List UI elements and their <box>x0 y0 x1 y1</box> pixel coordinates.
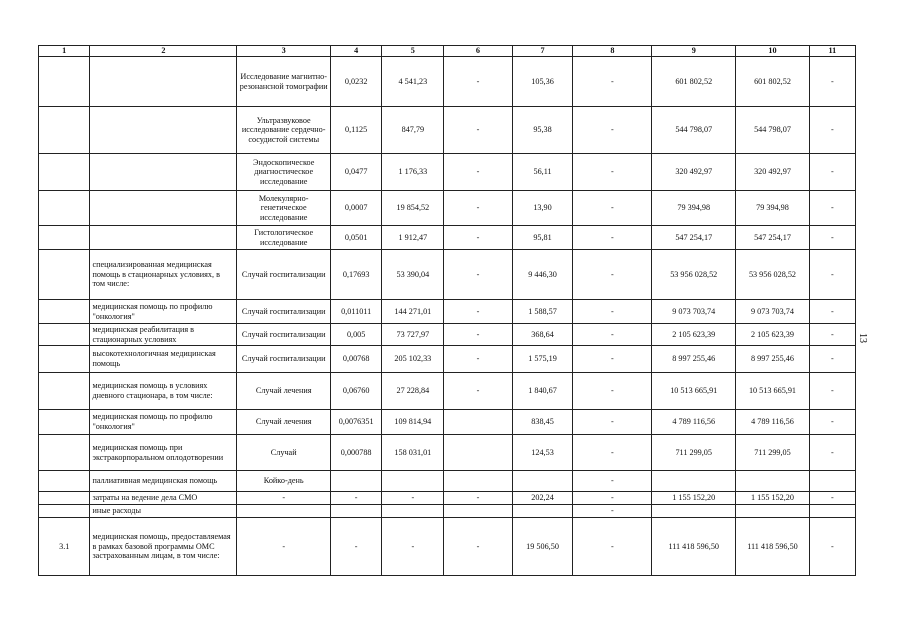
table-cell <box>382 471 444 492</box>
table-cell: 2 105 623,39 <box>736 324 810 346</box>
table-cell <box>90 57 237 107</box>
table-row <box>39 191 856 226</box>
table-cell: 2 105 623,39 <box>652 324 736 346</box>
table-cell: - <box>809 346 855 373</box>
table-cell: 9 073 703,74 <box>736 300 810 324</box>
table-cell: 53 390,04 <box>382 250 444 300</box>
table-row <box>39 226 856 250</box>
table-cell <box>652 471 736 492</box>
table-cell: 0,0007 <box>330 191 381 226</box>
table-cell: - <box>573 410 652 435</box>
table-cell: 0,0501 <box>330 226 381 250</box>
table-cell: 73 727,97 <box>382 324 444 346</box>
header-cell: 1 <box>39 46 90 57</box>
table-cell: 0,000788 <box>330 435 381 471</box>
table-cell <box>39 435 90 471</box>
header-cell: 7 <box>512 46 573 57</box>
table-cell: медицинская помощь в условиях дневного стационара, в том числе: <box>90 373 237 410</box>
table-cell: 547 254,17 <box>652 226 736 250</box>
table-cell: 1 840,67 <box>512 373 573 410</box>
header-cell: 4 <box>330 46 381 57</box>
table-cell: - <box>573 492 652 505</box>
table-cell <box>736 505 810 518</box>
table-cell: 547 254,17 <box>736 226 810 250</box>
table-cell: - <box>573 107 652 154</box>
table-cell <box>39 471 90 492</box>
table-cell: 0,0477 <box>330 154 381 191</box>
table-cell: - <box>444 57 512 107</box>
table-cell <box>39 346 90 373</box>
table-cell: 320 492,97 <box>736 154 810 191</box>
table-cell: - <box>809 373 855 410</box>
table-cell: 0,06760 <box>330 373 381 410</box>
table-cell: 111 418 596,50 <box>736 518 810 576</box>
table-cell: Гистологическое исследование <box>237 226 330 250</box>
table-cell <box>39 226 90 250</box>
header-cell: 11 <box>809 46 855 57</box>
table-cell: медицинская помощь при экстракорпоральном оплодотворении <box>90 435 237 471</box>
table-cell: - <box>330 492 381 505</box>
table-cell: 95,81 <box>512 226 573 250</box>
table-cell: 4 789 116,56 <box>736 410 810 435</box>
data-table <box>38 45 856 576</box>
table-cell: 10 513 665,91 <box>736 373 810 410</box>
header-row <box>39 46 856 57</box>
table-cell: - <box>809 107 855 154</box>
table-cell: паллиативная медицинская помощь <box>90 471 237 492</box>
table-cell: высокотехнологичная медицинская помощь <box>90 346 237 373</box>
table-cell: - <box>444 191 512 226</box>
table-cell: Койко-день <box>237 471 330 492</box>
table-cell <box>736 471 810 492</box>
table-cell: 27 228,84 <box>382 373 444 410</box>
table-cell <box>39 324 90 346</box>
table-cell: - <box>382 492 444 505</box>
table-cell: - <box>809 226 855 250</box>
table-cell: - <box>573 435 652 471</box>
table-cell: 1 912,47 <box>382 226 444 250</box>
table-row <box>39 107 856 154</box>
table-cell: - <box>573 57 652 107</box>
table-cell <box>652 505 736 518</box>
table-cell <box>444 410 512 435</box>
table-row <box>39 410 856 435</box>
table-cell: 144 271,01 <box>382 300 444 324</box>
header-cell: 8 <box>573 46 652 57</box>
table-cell: - <box>444 300 512 324</box>
table-cell: 711 299,05 <box>736 435 810 471</box>
table-cell: 368,64 <box>512 324 573 346</box>
table-cell: 105,36 <box>512 57 573 107</box>
table-cell <box>382 505 444 518</box>
table-cell: специализированная медицинская помощь в стационарных условиях, в том числе: <box>90 250 237 300</box>
table-cell: - <box>444 346 512 373</box>
table-cell: - <box>444 518 512 576</box>
table-cell: 124,53 <box>512 435 573 471</box>
table-cell: 158 031,01 <box>382 435 444 471</box>
table-cell <box>237 505 330 518</box>
table-cell: 0,0232 <box>330 57 381 107</box>
table-cell: 1 575,19 <box>512 346 573 373</box>
table-cell: 111 418 596,50 <box>652 518 736 576</box>
table-cell: - <box>573 226 652 250</box>
table-cell: 0,011011 <box>330 300 381 324</box>
table-row <box>39 518 856 576</box>
table-row <box>39 324 856 346</box>
table-row <box>39 505 856 518</box>
table-cell: Случай госпитализации <box>237 346 330 373</box>
table-cell: 847,79 <box>382 107 444 154</box>
table-row <box>39 373 856 410</box>
table-cell: - <box>573 373 652 410</box>
table-cell <box>330 471 381 492</box>
table-cell: - <box>809 492 855 505</box>
table-row <box>39 154 856 191</box>
table-cell <box>39 373 90 410</box>
table-cell <box>330 505 381 518</box>
table-cell <box>39 492 90 505</box>
table-row <box>39 250 856 300</box>
table-cell <box>39 191 90 226</box>
table-cell: 13,90 <box>512 191 573 226</box>
table-cell: 53 956 028,52 <box>736 250 810 300</box>
table-cell: 9 446,30 <box>512 250 573 300</box>
table-cell: 109 814,94 <box>382 410 444 435</box>
table-cell: - <box>573 346 652 373</box>
table-cell: 8 997 255,46 <box>736 346 810 373</box>
table-cell: 95,38 <box>512 107 573 154</box>
table-cell <box>39 505 90 518</box>
table-cell: медицинская помощь по профилю "онкология" <box>90 300 237 324</box>
table-body <box>39 57 856 576</box>
table-cell: 838,45 <box>512 410 573 435</box>
table-cell <box>39 410 90 435</box>
table-row <box>39 300 856 324</box>
page-number: 13 <box>857 333 868 343</box>
table-cell: - <box>573 471 652 492</box>
table-cell: 202,24 <box>512 492 573 505</box>
table-cell: - <box>573 191 652 226</box>
table-cell: 19 854,52 <box>382 191 444 226</box>
table-cell: 601 802,52 <box>736 57 810 107</box>
table-cell <box>512 471 573 492</box>
table-cell: - <box>444 250 512 300</box>
table-cell: 10 513 665,91 <box>652 373 736 410</box>
table-cell: 0,17693 <box>330 250 381 300</box>
table-cell: Случай лечения <box>237 373 330 410</box>
header-cell: 3 <box>237 46 330 57</box>
table-cell <box>39 57 90 107</box>
table-cell: - <box>237 492 330 505</box>
table-cell: - <box>809 518 855 576</box>
table-cell: 79 394,98 <box>652 191 736 226</box>
header-cell: 10 <box>736 46 810 57</box>
header-cell: 9 <box>652 46 736 57</box>
table-cell: - <box>444 492 512 505</box>
table-cell <box>39 107 90 154</box>
table-row <box>39 471 856 492</box>
table-cell <box>90 226 237 250</box>
table-cell <box>444 505 512 518</box>
table-cell <box>90 191 237 226</box>
table-cell: 4 541,23 <box>382 57 444 107</box>
table-cell: Случай госпитализации <box>237 250 330 300</box>
table-cell: 1 588,57 <box>512 300 573 324</box>
table-row <box>39 492 856 505</box>
table-cell: 544 798,07 <box>736 107 810 154</box>
table-cell: - <box>573 505 652 518</box>
table-cell: - <box>809 435 855 471</box>
table-cell: - <box>444 154 512 191</box>
table-cell: - <box>237 518 330 576</box>
table-cell: Эндоскопическое диагностическое исследование <box>237 154 330 191</box>
table-cell: 3.1 <box>39 518 90 576</box>
table-cell: - <box>573 250 652 300</box>
table-cell: - <box>444 373 512 410</box>
table-cell: - <box>573 300 652 324</box>
table-cell: - <box>809 324 855 346</box>
header-cell: 5 <box>382 46 444 57</box>
table-cell: 320 492,97 <box>652 154 736 191</box>
table-cell: Случай <box>237 435 330 471</box>
table-cell: 19 506,50 <box>512 518 573 576</box>
table-cell: 56,11 <box>512 154 573 191</box>
table-cell: Исследование магнитно-резонансной томографии <box>237 57 330 107</box>
table-cell: - <box>809 57 855 107</box>
table-cell <box>90 107 237 154</box>
header-cell: 2 <box>90 46 237 57</box>
table-cell: иные расходы <box>90 505 237 518</box>
table-cell: медицинская помощь, предоставляемая в рамках базовой программы ОМС застрахованным лицам, в том числе: <box>90 518 237 576</box>
table-cell: - <box>444 324 512 346</box>
table-cell: Молекулярно-генетическое исследование <box>237 191 330 226</box>
table-cell <box>444 435 512 471</box>
table-cell: 1 155 152,20 <box>736 492 810 505</box>
table-cell <box>512 505 573 518</box>
table-cell: 205 102,33 <box>382 346 444 373</box>
table-cell <box>809 505 855 518</box>
table-cell: 8 997 255,46 <box>652 346 736 373</box>
table-cell: 601 802,52 <box>652 57 736 107</box>
table-cell: 0,0076351 <box>330 410 381 435</box>
table-cell: - <box>809 410 855 435</box>
table-row <box>39 346 856 373</box>
table-cell: - <box>330 518 381 576</box>
table-cell: - <box>573 154 652 191</box>
table-cell <box>444 471 512 492</box>
table-cell: - <box>809 300 855 324</box>
table-cell: 79 394,98 <box>736 191 810 226</box>
table-cell <box>39 250 90 300</box>
table-cell: 4 789 116,56 <box>652 410 736 435</box>
table-row <box>39 435 856 471</box>
table-cell: Случай лечения <box>237 410 330 435</box>
table-cell: 544 798,07 <box>652 107 736 154</box>
header-cell: 6 <box>444 46 512 57</box>
table-row <box>39 57 856 107</box>
table-cell: 9 073 703,74 <box>652 300 736 324</box>
table-cell: медицинская помощь по профилю "онкология" <box>90 410 237 435</box>
table-cell: затраты на ведение дела СМО <box>90 492 237 505</box>
table-cell: - <box>573 518 652 576</box>
table-cell: - <box>444 226 512 250</box>
table-cell <box>39 154 90 191</box>
table-cell <box>39 300 90 324</box>
table-cell: 0,00768 <box>330 346 381 373</box>
table-cell: Случай госпитализации <box>237 300 330 324</box>
table-cell: 1 155 152,20 <box>652 492 736 505</box>
table-cell: - <box>444 107 512 154</box>
table-cell: 0,005 <box>330 324 381 346</box>
table-cell: - <box>809 154 855 191</box>
table-cell: Ультразвуковое исследование сердечно-сосудистой системы <box>237 107 330 154</box>
table-cell: 1 176,33 <box>382 154 444 191</box>
table-cell: медицинская реабилитация в стационарных условиях <box>90 324 237 346</box>
table-cell: - <box>809 250 855 300</box>
table-cell: 711 299,05 <box>652 435 736 471</box>
table-cell: 53 956 028,52 <box>652 250 736 300</box>
table-cell: - <box>809 191 855 226</box>
table-cell: - <box>382 518 444 576</box>
table-cell <box>90 154 237 191</box>
table-cell: 0,1125 <box>330 107 381 154</box>
table-cell: Случай госпитализации <box>237 324 330 346</box>
table-cell <box>809 471 855 492</box>
table-cell: - <box>573 324 652 346</box>
